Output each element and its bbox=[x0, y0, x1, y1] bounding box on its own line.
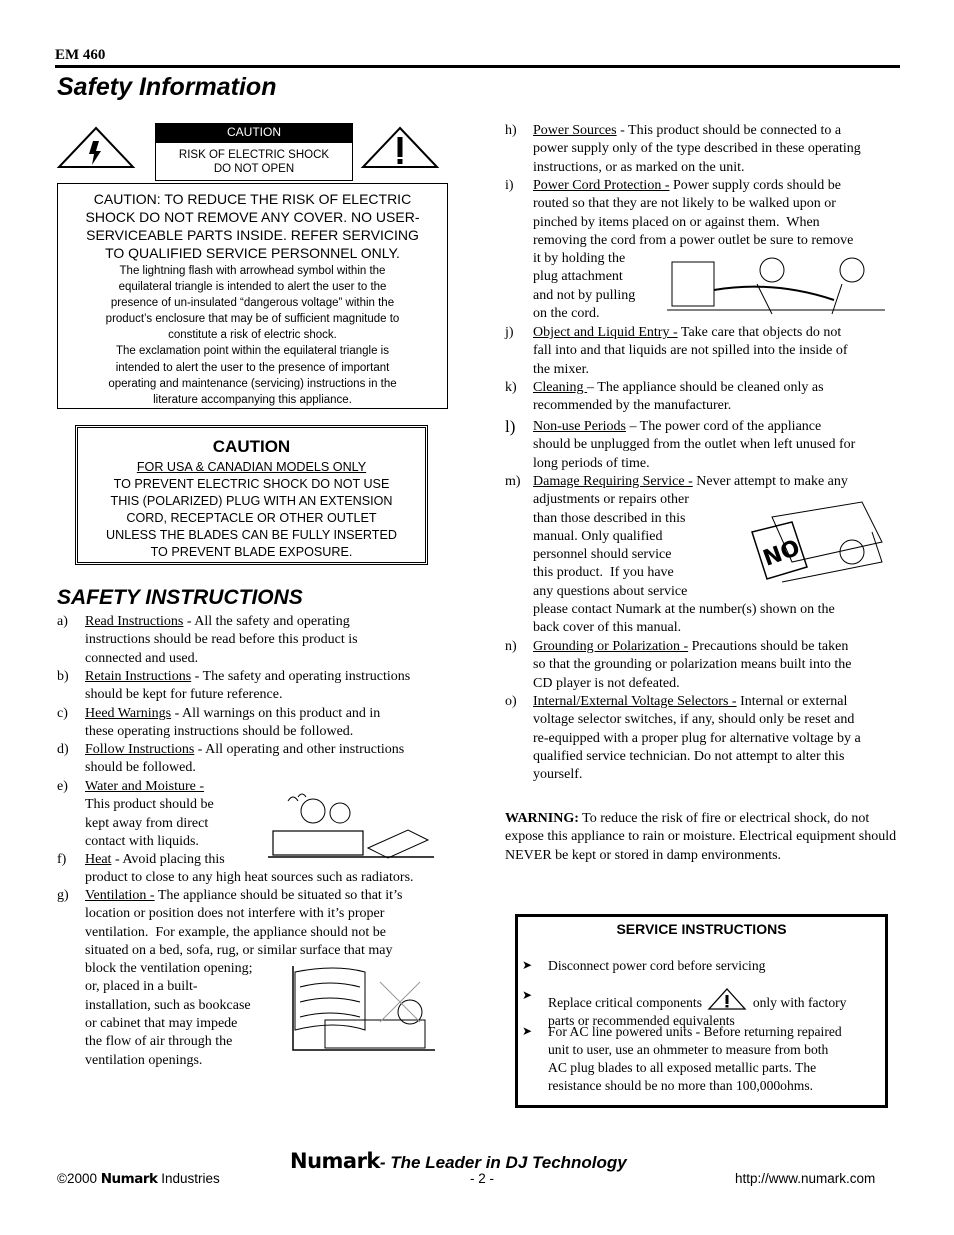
warning-line: TO QUALIFIED SERVICE PERSONNEL ONLY. bbox=[105, 245, 400, 261]
safety-item-text: ventilation openings. bbox=[85, 1052, 203, 1068]
service-instructions-box bbox=[515, 914, 888, 1108]
safety-item-text: or, placed in a built- bbox=[85, 979, 198, 995]
safety-item-label: i) bbox=[505, 178, 514, 193]
model-number: EM 460 bbox=[55, 47, 106, 63]
safety-item-text: adjustments or repairs other bbox=[533, 492, 689, 508]
numark-logo: Numark bbox=[290, 1149, 380, 1173]
safety-item-text: - Avoid placing this bbox=[111, 852, 225, 867]
safety-item-title: Damage Requiring Service - bbox=[533, 474, 693, 489]
warning-paragraph bbox=[505, 810, 900, 865]
safety-item-text: qualified service technician. Do not attempt to alter this bbox=[533, 748, 845, 764]
safety-item-text: installation, such as bookcase bbox=[85, 997, 251, 1013]
warning-line: CAUTION: TO REDUCE THE RISK OF ELECTRIC bbox=[93, 191, 412, 207]
safety-item-text: on the cord. bbox=[533, 306, 600, 322]
warning-line: presence of un-insulated “dangerous voltage” within the bbox=[110, 297, 395, 310]
safety-item-text: CD player is not defeated. bbox=[533, 675, 680, 691]
safety-item-text: The appliance should be situated so that it’s bbox=[154, 888, 403, 903]
safety-item-title: Water and Moisture - bbox=[85, 779, 204, 794]
caution-box-line: CORD, RECEPTACLE OR OTHER OUTLET bbox=[126, 510, 377, 525]
safety-instructions-heading: SAFETY INSTRUCTIONS bbox=[57, 586, 303, 609]
ventilation-illustration bbox=[285, 962, 445, 1054]
safety-item-text: these operating instructions should be followed. bbox=[85, 724, 354, 740]
safety-item-label: e) bbox=[57, 779, 68, 794]
safety-item-title: Power Sources bbox=[533, 123, 617, 138]
safety-item-text: connected and used. bbox=[85, 650, 199, 666]
warning-label: WARNING: bbox=[505, 811, 579, 826]
safety-item-text: yourself. bbox=[533, 767, 583, 783]
caution-box-line: TO PREVENT ELECTRIC SHOCK DO NOT USE bbox=[113, 476, 390, 491]
footer-copyright bbox=[57, 1171, 220, 1187]
safety-item-text: plug attachment bbox=[533, 269, 623, 285]
safety-item-text: the flow of air through the bbox=[85, 1034, 233, 1050]
safety-item-text: should be kept for future reference. bbox=[85, 687, 283, 703]
safety-item-title: Internal/External Voltage Selectors - bbox=[533, 694, 737, 709]
safety-item-text: routed so that they are not likely to be walked upon or bbox=[533, 196, 836, 212]
service-instructions-title: SERVICE INSTRUCTIONS bbox=[616, 921, 787, 937]
safety-item-label: l) bbox=[505, 417, 516, 436]
safety-item-text: the mixer. bbox=[533, 361, 589, 377]
page-title: Safety Information bbox=[57, 73, 277, 101]
safety-item-title: Retain Instructions bbox=[85, 669, 192, 684]
safety-item-text: than those described in this bbox=[533, 510, 686, 526]
safety-item-label: k) bbox=[505, 380, 517, 395]
footer-tagline bbox=[290, 1149, 627, 1173]
warning-line: literature accompanying this appliance. bbox=[153, 393, 352, 406]
service-line: only with factory bbox=[752, 995, 847, 1010]
safety-item-title: Ventilation - bbox=[85, 888, 155, 903]
tagline-text: - The Leader in DJ Technology bbox=[379, 1153, 627, 1172]
numark-logo-small: Numark bbox=[100, 1171, 158, 1187]
caution-label-head: CAUTION bbox=[156, 124, 352, 143]
safety-item-label: b) bbox=[57, 669, 69, 684]
warning-line: SHOCK DO NOT REMOVE ANY COVER. NO USER- bbox=[85, 209, 420, 225]
service-line: AC plug blades to all exposed metallic parts. The bbox=[548, 1060, 817, 1075]
arrow-bullet-icon: ➤ bbox=[522, 958, 533, 972]
shock-warning-box bbox=[57, 183, 448, 409]
safety-item-text: product to close to any high heat sources such as radiators. bbox=[85, 870, 414, 886]
warning-line: product’s enclosure that may be of sufficient magnitude to bbox=[105, 313, 400, 326]
safety-item-text: instructions should be read before this product is bbox=[85, 632, 358, 648]
caution-label-line: RISK OF ELECTRIC SHOCK bbox=[178, 149, 330, 161]
caution-box bbox=[75, 425, 428, 565]
safety-item-label: j) bbox=[505, 325, 514, 340]
safety-item-label: f) bbox=[57, 852, 67, 867]
exclamation-warning-icon bbox=[360, 125, 440, 170]
safety-item-title: Heat bbox=[85, 852, 112, 867]
safety-item-label: m) bbox=[505, 474, 521, 489]
lightning-warning-icon bbox=[56, 125, 136, 170]
safety-item-text: this product. If you have bbox=[533, 565, 674, 581]
safety-item-text: contact with liquids. bbox=[85, 833, 199, 849]
safety-item-text: instructions, or as marked on the unit. bbox=[533, 159, 745, 175]
safety-item-text: pinched by items placed on or against them. When bbox=[533, 214, 820, 230]
safety-item-text: - All warnings on this product and in bbox=[171, 706, 381, 721]
service-line: parts or recommended equivalents bbox=[548, 1013, 735, 1028]
safety-item-label: h) bbox=[505, 123, 517, 138]
service-line: Replace critical components bbox=[548, 995, 702, 1010]
safety-item-label: c) bbox=[57, 706, 68, 721]
safety-item-label: a) bbox=[57, 614, 68, 629]
safety-item-text: long periods of time. bbox=[533, 455, 650, 471]
safety-item-text: Internal or external bbox=[736, 694, 848, 709]
safety-item-text: any questions about service bbox=[533, 583, 688, 599]
damage-service-illustration bbox=[722, 492, 890, 588]
water-moisture-illustration bbox=[268, 793, 434, 861]
caution-box-subtitle: FOR USA & CANADIAN MODELS ONLY bbox=[136, 460, 367, 474]
safety-item-text: ventilation. For example, the appliance should not be bbox=[85, 924, 386, 940]
safety-item-text: Never attempt to make any bbox=[692, 474, 848, 489]
warning-line: operating and maintenance (servicing) instructions in the bbox=[108, 377, 397, 390]
safety-item-text: should be unplugged from the outlet when left unused for bbox=[533, 437, 856, 453]
caution-label-line: DO NOT OPEN bbox=[213, 163, 295, 175]
safety-item-text: and not by pulling bbox=[533, 287, 636, 303]
safety-item-text: - All the safety and operating bbox=[183, 614, 350, 629]
safety-item-text: – The appliance should be cleaned only as bbox=[587, 380, 824, 395]
safety-item-text: Take care that objects do not bbox=[677, 325, 842, 340]
safety-item-text: it by holding the bbox=[533, 251, 626, 267]
safety-item-text: – The power cord of the appliance bbox=[625, 419, 822, 434]
safety-item-text: - The safety and operating instructions bbox=[191, 669, 411, 684]
safety-item-text: recommended by the manufacturer. bbox=[533, 398, 732, 414]
power-cord-illustration bbox=[667, 252, 885, 318]
safety-item-text: manual. Only qualified bbox=[533, 528, 663, 544]
arrow-bullet-icon: ➤ bbox=[522, 988, 533, 1002]
caution-label bbox=[155, 123, 353, 181]
warning-line: SERVICEABLE PARTS INSIDE. REFER SERVICING bbox=[86, 227, 419, 243]
caution-box-line: TO PREVENT BLADE EXPOSURE. bbox=[150, 544, 353, 559]
page-number: - 2 - bbox=[470, 1171, 495, 1186]
safety-item-title: Cleaning bbox=[533, 380, 588, 395]
caution-box-title: CAUTION bbox=[212, 437, 291, 456]
safety-item-text: please contact Numark at the number(s) shown on the bbox=[533, 602, 835, 618]
safety-item-title: Follow Instructions bbox=[85, 742, 195, 757]
caution-box-line: THIS (POLARIZED) PLUG WITH AN EXTENSION bbox=[110, 493, 393, 508]
safety-item-text: should be followed. bbox=[85, 760, 196, 776]
safety-item-text: situated on a bed, sofa, rug, or similar surface that may bbox=[85, 942, 393, 958]
service-line: unit to user, use an ohmmeter to measure from both bbox=[548, 1042, 829, 1057]
arrow-bullet-icon: ➤ bbox=[522, 1024, 533, 1038]
safety-item-label: o) bbox=[505, 694, 517, 709]
safety-item-text: Precautions should be taken bbox=[688, 639, 849, 654]
service-line: Disconnect power cord before servicing bbox=[548, 958, 766, 973]
svg-text:NO: NO bbox=[759, 535, 804, 572]
warning-line: equilateral triangle is intended to alert the user to the bbox=[118, 281, 387, 294]
safety-item-title: Object and Liquid Entry - bbox=[533, 325, 678, 340]
safety-item-text: removing the cord from a power outlet be sure to remove bbox=[533, 232, 854, 248]
warning-line: constitute a risk of electric shock. bbox=[168, 329, 337, 342]
safety-item-title: Grounding or Polarization - bbox=[533, 639, 689, 654]
industries-text: Industries bbox=[161, 1171, 220, 1186]
safety-item-text: personnel should service bbox=[533, 547, 672, 563]
service-line: resistance should be no more than 100,000ohms. bbox=[548, 1078, 814, 1093]
warning-line: The lightning flash with arrowhead symbol within the bbox=[119, 265, 386, 277]
safety-item-text: so that the grounding or polarization means built into the bbox=[533, 657, 852, 673]
warning-line: The exclamation point within the equilateral triangle is bbox=[116, 345, 389, 358]
safety-item-text: This product should be bbox=[85, 797, 214, 813]
safety-item-text: kept away from direct bbox=[85, 815, 209, 831]
safety-item-text: voltage selector switches, if any, should only be reset and bbox=[533, 712, 855, 728]
safety-item-title: Power Cord Protection - bbox=[533, 178, 670, 193]
safety-item-title: Heed Warnings bbox=[85, 706, 172, 721]
warning-line: intended to alert the user to the presence of important bbox=[115, 361, 390, 374]
copyright-year: ©2000 bbox=[57, 1171, 97, 1186]
footer-url[interactable]: http://www.numark.com bbox=[735, 1171, 876, 1186]
caution-box-line: UNLESS THE BLADES CAN BE FULLY INSERTED bbox=[106, 527, 397, 542]
warning-text: To reduce the risk of fire or electrical shock, do not expose this appliance to rain or moisture. Electrical equipment should NEVER be kept or stored in damp environments. bbox=[505, 811, 897, 863]
safety-item-text: - All operating and other instructions bbox=[194, 742, 405, 757]
safety-item-label: g) bbox=[57, 888, 69, 903]
exclamation-warning-icon bbox=[707, 987, 747, 1011]
service-line: For AC line powered units - Before returning repaired bbox=[548, 1024, 842, 1039]
safety-item-text: fall into and that liquids are not spilled into the inside of bbox=[533, 343, 848, 359]
safety-item-text: location or position does not interfere with it’s proper bbox=[85, 906, 385, 922]
header-rule bbox=[55, 65, 900, 68]
safety-item-text: or cabinet that may impede bbox=[85, 1016, 238, 1032]
safety-item-label: d) bbox=[57, 742, 69, 757]
safety-item-label: n) bbox=[505, 639, 517, 654]
safety-item-text: Power supply cords should be bbox=[669, 178, 841, 193]
safety-item-text: back cover of this manual. bbox=[533, 620, 682, 636]
safety-item-title: Read Instructions bbox=[85, 614, 184, 629]
safety-item-text: - This product should be connected to a bbox=[616, 123, 842, 138]
safety-item-text: power supply only of the type described in these operating bbox=[533, 141, 861, 157]
safety-item-title: Non-use Periods bbox=[533, 419, 626, 434]
safety-item-text: re-equipped with a proper plug for alternative voltage by a bbox=[533, 730, 861, 746]
safety-item-text: block the ventilation opening; bbox=[85, 961, 253, 977]
